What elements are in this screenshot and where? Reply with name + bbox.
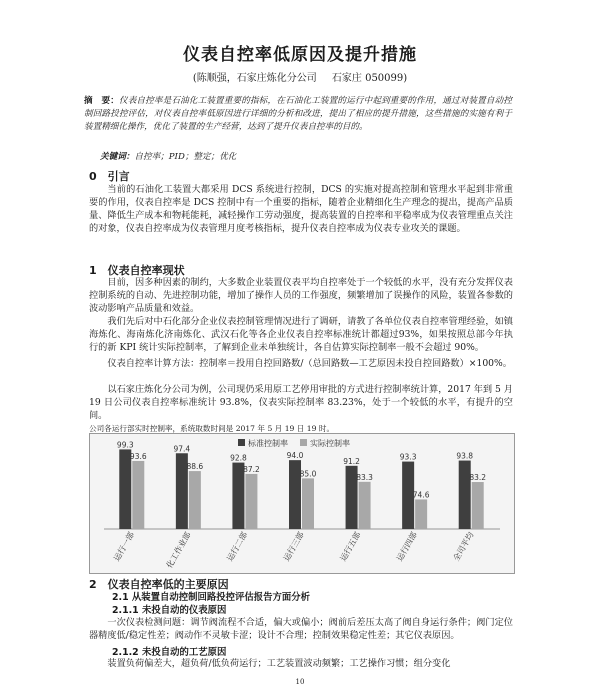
bar-5-1 [415,499,427,529]
abstract-text: 仪表自控率是石油化工装置重要的指标，在石油化工装置的运行中起到重要的作用，通过对装置自动控制回路投控评估，对仪表自控率低原因进行详细的分析和改进，提出了相应的提升措施，这些措施的实施有利于装置精细化操作，优化了装置的生产经营，达到了提升仪表自控率的目的。 [84,96,512,133]
section-1-heading: 1 仪表自控率现状 [89,264,185,277]
bar-value-label-0-1: 93.6 [129,451,147,461]
bar-value-label-6-0: 93.8 [456,451,474,461]
bar-1-1 [189,471,201,529]
bar-4-1 [359,482,371,529]
bar-0-0 [119,449,131,529]
category-label-4: 运行五部 [338,530,363,563]
author-name: (陈顺强，石家庄炼化分公司 [192,73,317,84]
author-affiliation [0,69,600,84]
keywords [100,151,510,164]
category-label-5: 运行四部 [395,530,419,563]
category-label-0: 运行一部 [112,530,137,563]
category-label-6: 全司平均 [451,530,476,563]
legend-label-1: 实际控制率 [310,439,350,448]
section-1-paragraph-4: 以石家庄炼化分公司为例，公司现仍采用原工艺停用审批的方式进行控制率统计算，2017 年到 5 月 19 日公司仪表自控率标准统计 93.8%，仪表实际控制率 83.23%，处于一个较低的水平，有提升的空间。 [89,384,513,421]
author-location: 石家庄 050099) [331,73,408,84]
section-2-1-1-heading: 2.1.1 未投自动的仪表原因 [112,605,227,616]
section-2-1-1-paragraph: 一次仪表检测问题：调节阀流程不合适，偏大或偏小；阀前后差压太高了阀自身运行条件；阀门定位器精度低/稳定性差；阀动作不灵敏卡涩；设计不合理；控制效果稳定性差；其它仪表原因。 [89,617,513,641]
section-0-heading: 0 引言 [89,170,130,183]
abstract [84,95,512,135]
legend-label-0: 标准控制率 [248,439,288,448]
category-label-3: 运行三部 [281,530,306,563]
bar-value-label-4-1: 83.3 [356,472,373,482]
category-label-2: 运行二部 [225,530,250,563]
bar-2-1 [245,474,257,529]
legend-swatch-0 [238,439,245,446]
keywords-text: 自控率；PID；整定；优化 [134,152,237,162]
section-1-paragraph-3: 仪表自控率计算方法：控制率＝投用自控回路数/（总回路数—工艺原因未投自控回路数）×100%。 [107,358,512,369]
section-1-paragraph-1: 目前，因多种因素的制约，大多数企业装置仪表平均自控率处于一个较低的水平，没有充分发挥仪表控制系统的自动、先进控制功能，增加了操作人员的工作强度，频繁增加了误操作的风险，装置各参数的波动影响产品质量和效益。 [89,277,513,314]
legend-swatch-1 [300,439,307,446]
bar-value-label-1-1: 88.6 [186,462,204,472]
page-number: 10 [295,678,305,686]
bar-value-label-5-1: 74.6 [412,490,430,500]
bar-value-label-2-1: 87.2 [243,464,260,474]
bar-3-1 [302,478,314,529]
paper-title: 仪表自控率低原因及提升措施 [183,45,417,65]
chart-caption: 公司各运行部实时控制率，系统取数时间是 2017 年 5 月 19 日 19 时。 [89,424,335,433]
section-2-1-2-heading: 2.1.2 未投自动的工艺原因 [112,647,227,658]
bar-6-1 [472,482,484,529]
chart-svg [90,434,514,573]
category-label-1: 化工作业部 [164,530,193,570]
bar-6-0 [459,461,471,529]
section-2-1-2-paragraph: 装置负荷偏差大，超负荷/低负荷运行；工艺装置波动频繁；工艺操作习惯；组分变化 [107,658,451,669]
section-1-paragraph-2: 我们先后对中石化部分企业仪表控制管理情况进行了调研，请教了各单位仪表自控率管理经验，如镇海炼化、海南炼化济南炼化、武汉石化等各企业仪表自控率标准统计都超过93%，如果按照总部今年执行的新 KPI 统计实际控制率，了解到企业未单独统计，各自估算实际控制率一般不会超过 90%。 [89,316,513,353]
section-2-1-heading: 2.1 从装置自动控制回路投控评估报告方面分析 [112,592,310,603]
bar-value-label-5-0: 93.3 [399,452,417,462]
section-0-paragraph-1: 当前的石油化工装置大都采用 DCS 系统进行控制，DCS 的实施对提高控制和管理水平起到非常重要的作用，仪表自控率是 DCS 控制中有一个重要的指标，随着企业精细化生产理念的提出，提高产品质量、降低生产成本和物耗能耗，减轻操作工劳动强度，提高装置的自控率和平稳率成为仪表管理重点关注的对象，仪表自控率成为仪表管理月度考核指标，提升仪表自控率成为仪表专业攻关的课题。 [89,184,513,234]
bar-value-label-2-0: 92.8 [230,453,247,463]
bar-0-1 [132,461,144,529]
abstract-label: 摘 要： [84,96,119,106]
keywords-label: 关键词： [100,152,135,162]
bar-value-label-4-0: 91.2 [343,456,360,466]
bar-value-label-1-0: 97.4 [173,444,191,454]
bar-value-label-6-1: 83.2 [469,473,487,483]
section-2-heading: 2 仪表自控率低的主要原因 [89,578,229,591]
bar-value-label-0-0: 99.3 [116,440,134,450]
control-rate-chart [89,433,515,574]
bar-value-label-3-1: 85.0 [299,469,317,479]
bar-value-label-3-0: 94.0 [286,451,304,461]
